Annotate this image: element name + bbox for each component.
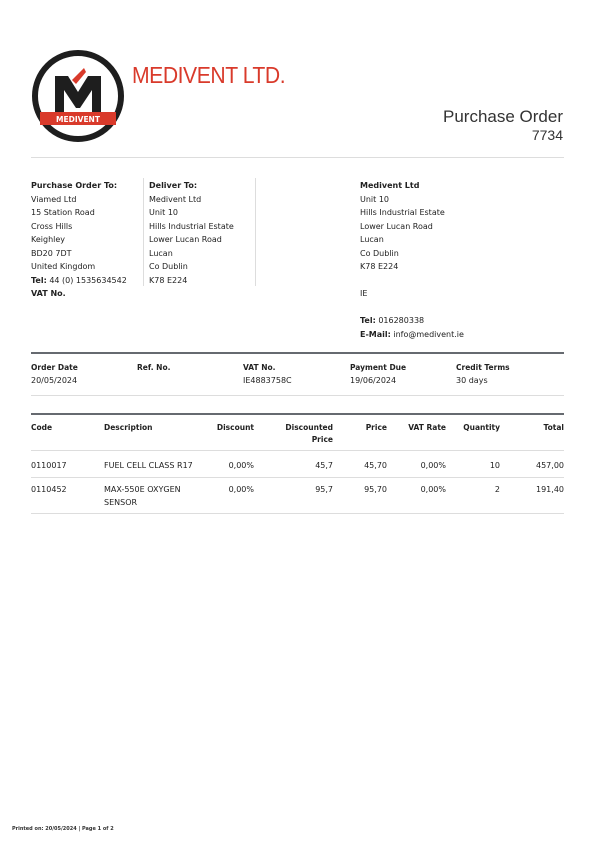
- col-header-code: Code: [31, 423, 53, 432]
- col-header-vat-rate: VAT Rate: [408, 423, 446, 432]
- cell-quantity: 10: [489, 461, 500, 470]
- purchase-order-to-label: Purchase Order To:: [31, 181, 118, 190]
- payment-due-value: 19/06/2024: [350, 376, 397, 385]
- cell-description-line: SENSOR: [104, 498, 138, 507]
- company-tel-value: 016280338: [378, 316, 425, 325]
- company-address-line: Co Dublin: [360, 248, 399, 258]
- po-to-line: Viamed Ltd: [31, 194, 77, 204]
- company-address-block: [360, 179, 464, 341]
- ref-label: Ref. No.: [137, 363, 171, 372]
- cell-description-line: MAX-550E OXYGEN: [104, 485, 181, 494]
- cell-quantity: 2: [494, 485, 500, 494]
- deliver-to-line: Medivent Ltd: [149, 194, 202, 204]
- credit-terms-value: 30 days: [456, 376, 488, 385]
- table-top-rule: [31, 413, 564, 415]
- po-to-line: United Kingdom: [31, 262, 96, 271]
- vat-label: VAT No.: [243, 363, 276, 372]
- page-footer: Printed on: 20/05/2024 | Page 1 of 2: [12, 826, 114, 832]
- deliver-to-line: Unit 10: [149, 208, 179, 217]
- order-date-value: 20/05/2024: [31, 376, 78, 385]
- po-to-line: Cross Hills: [31, 221, 73, 231]
- company-address-label: Medivent Ltd: [360, 181, 420, 190]
- cell-vat-rate: 0,00%: [420, 485, 446, 494]
- table-header-rule: [31, 450, 564, 451]
- order-date-label: Order Date: [31, 363, 78, 372]
- logo-accent: [72, 68, 86, 84]
- po-to-tel-label: Tel:: [31, 275, 47, 285]
- cell-discount: 0,00%: [228, 461, 254, 470]
- col-header-description: Description: [104, 423, 153, 432]
- company-logo: [32, 50, 124, 142]
- vat-cell: [243, 362, 292, 387]
- deliver-to-line: Hills Industrial Estate: [149, 221, 234, 231]
- deliver-to-line: Lower Lucan Road: [149, 235, 222, 244]
- credit-terms-cell: [456, 362, 510, 387]
- payment-due-cell: [350, 362, 406, 387]
- col-header-discount: Discount: [216, 423, 254, 432]
- company-name: MEDIVENT LTD.: [132, 62, 286, 88]
- ref-cell: [137, 362, 170, 374]
- cell-discount: 0,00%: [228, 485, 254, 494]
- company-email-value: info@medivent.ie: [393, 329, 464, 339]
- deliver-to-line: K78 E224: [149, 275, 188, 285]
- col-header-total: Total: [543, 423, 564, 432]
- company-email-label: E-Mail:: [360, 329, 391, 339]
- cell-price: 45,70: [364, 461, 387, 470]
- cell-discounted-price: 95,7: [315, 485, 333, 494]
- po-to-tel-value: 44 (0) 1535634542: [49, 275, 127, 285]
- col-header-discounted-price: [285, 422, 333, 446]
- payment-due-label: Payment Due: [350, 363, 407, 372]
- document-number: 7734: [531, 127, 563, 143]
- company-country: IE: [360, 289, 368, 298]
- address-divider: [143, 178, 144, 286]
- header-divider: [31, 157, 564, 158]
- cell-code: 0110017: [31, 461, 67, 470]
- company-tel: [360, 314, 464, 328]
- order-date-cell: [31, 362, 78, 387]
- company-address-line: Hills Industrial Estate: [360, 208, 445, 217]
- company-address-line: Unit 10: [360, 194, 390, 204]
- company-tel-label: Tel:: [360, 316, 376, 325]
- col-header-quantity: Quantity: [463, 423, 500, 432]
- company-address-line: Lower Lucan Road: [360, 221, 433, 231]
- deliver-to-line: Co Dublin: [149, 262, 188, 271]
- document-title: Purchase Order: [443, 107, 563, 126]
- table-row-rule: [31, 513, 564, 514]
- cell-discounted-price: 45,7: [315, 461, 333, 470]
- company-address-line: Lucan: [360, 235, 384, 244]
- cell-description-line: FUEL CELL CLASS R17: [104, 461, 193, 470]
- purchase-order-to-block: [31, 179, 127, 301]
- po-to-line: Keighley: [31, 235, 66, 244]
- order-info-top-rule: [31, 352, 564, 354]
- order-info-bottom-rule: [31, 395, 564, 396]
- credit-terms-label: Credit Terms: [456, 363, 510, 372]
- deliver-to-block: [149, 179, 234, 287]
- col-header-discounted-line: Price: [311, 435, 333, 444]
- cell-total: 191,40: [536, 485, 564, 494]
- col-header-discounted-line: Discounted: [285, 423, 333, 432]
- deliver-to-line: Lucan: [149, 248, 173, 258]
- cell-code: 0110452: [31, 485, 67, 494]
- cell-price: 95,70: [364, 485, 387, 494]
- po-to-vat-label: VAT No.: [31, 289, 66, 298]
- table-row-rule: [31, 477, 564, 478]
- po-to-line: 15 Station Road: [31, 208, 95, 217]
- company-email: [360, 328, 464, 342]
- po-to-line: BD20 7DT: [31, 248, 72, 258]
- address-divider: [255, 178, 256, 286]
- col-header-price: Price: [365, 423, 387, 432]
- vat-value: IE4883758C: [243, 376, 292, 385]
- logo-text: MEDIVENT: [56, 115, 100, 124]
- cell-vat-rate: 0,00%: [420, 461, 446, 470]
- po-to-tel: [31, 274, 127, 288]
- deliver-to-label: Deliver To:: [149, 181, 198, 190]
- company-address-line: K78 E224: [360, 262, 399, 271]
- cell-description: [104, 459, 193, 472]
- cell-total: 457,00: [536, 461, 564, 470]
- cell-description: [104, 483, 181, 509]
